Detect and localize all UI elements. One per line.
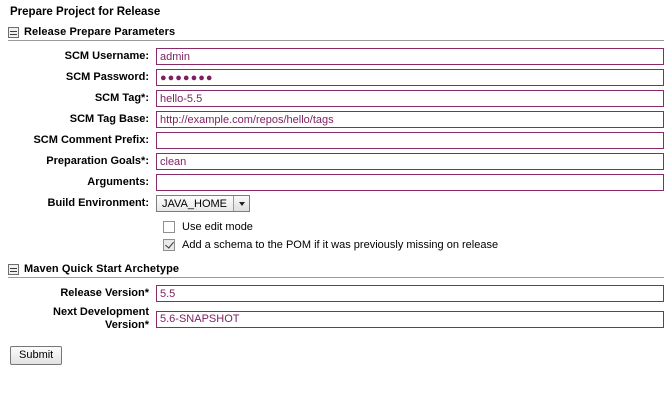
add-schema-to-pom-label: Add a schema to the POM if it was previously missing on release (182, 239, 499, 251)
add-schema-to-pom-checkbox[interactable] (163, 239, 175, 251)
preparation-goals-input[interactable] (156, 153, 664, 170)
form-row-build-environment (8, 195, 664, 212)
form-row-scm-password (8, 69, 664, 86)
scm-tag-input[interactable] (156, 90, 664, 107)
build-environment-select[interactable] (156, 195, 250, 212)
chevron-down-icon[interactable] (233, 196, 249, 211)
label-arguments: Arguments: (87, 176, 149, 188)
label-build-environment: Build Environment: (47, 197, 149, 209)
use-edit-mode-label: Use edit mode (182, 221, 253, 233)
label-preparation-goals: Preparation Goals*: (46, 155, 149, 167)
field-wrap-build-environment (156, 195, 664, 212)
label-scm-tag: SCM Tag*: (94, 92, 149, 104)
section-title-release-parameters: Release Prepare Parameters (24, 26, 176, 38)
label-release-version: Release Version* (60, 287, 149, 299)
label-scm-comment-prefix: SCM Comment Prefix: (33, 134, 149, 146)
scm-password-input[interactable] (156, 69, 664, 86)
submit-row (10, 346, 664, 365)
collapse-expander-icon[interactable] (8, 264, 19, 275)
collapse-expander-icon[interactable] (8, 27, 19, 38)
use-edit-mode-checkbox[interactable] (163, 221, 175, 233)
form-row-scm-tag (8, 90, 664, 107)
form-row-next-development-version (8, 306, 664, 332)
label-scm-username: SCM Username: (64, 50, 149, 62)
scm-tag-base-input[interactable] (156, 111, 664, 128)
form-row-scm-comment-prefix (8, 132, 664, 149)
section-title-archetype: Maven Quick Start Archetype (24, 263, 180, 275)
form-row-release-version (8, 285, 664, 302)
submit-button[interactable]: Submit (10, 346, 62, 365)
field-wrap-scm-tag-base (156, 111, 664, 128)
next-development-version-input[interactable] (156, 311, 664, 328)
field-wrap-preparation-goals (156, 153, 664, 170)
form-row-scm-tag-base (8, 111, 664, 128)
checkbox-row-use-edit-mode[interactable] (163, 221, 664, 233)
release-version-input[interactable] (156, 285, 664, 302)
label-scm-password: SCM Password: (65, 71, 149, 83)
field-wrap-scm-password (156, 69, 664, 86)
field-wrap-scm-username (156, 48, 664, 65)
field-wrap-scm-comment-prefix (156, 132, 664, 149)
field-wrap-release-version (156, 285, 664, 302)
form-row-scm-username (8, 48, 664, 65)
scm-username-input[interactable] (156, 48, 664, 65)
arguments-input[interactable] (156, 174, 664, 191)
build-environment-selected-value: JAVA_HOME (162, 197, 227, 210)
field-wrap-scm-tag (156, 90, 664, 107)
page-title: Prepare Project for Release (10, 6, 161, 18)
label-next-development-version: Next Development Version* (53, 306, 149, 331)
form-row-arguments (8, 174, 664, 191)
field-wrap-arguments (156, 174, 664, 191)
scm-comment-prefix-input[interactable] (156, 132, 664, 149)
form-row-preparation-goals (8, 153, 664, 170)
checkbox-row-add-schema-to-pom[interactable] (163, 239, 664, 251)
section-header-release-parameters (8, 26, 664, 41)
section-header-archetype (8, 263, 664, 278)
label-scm-tag-base: SCM Tag Base: (69, 113, 149, 125)
field-wrap-next-development-version (156, 311, 664, 328)
